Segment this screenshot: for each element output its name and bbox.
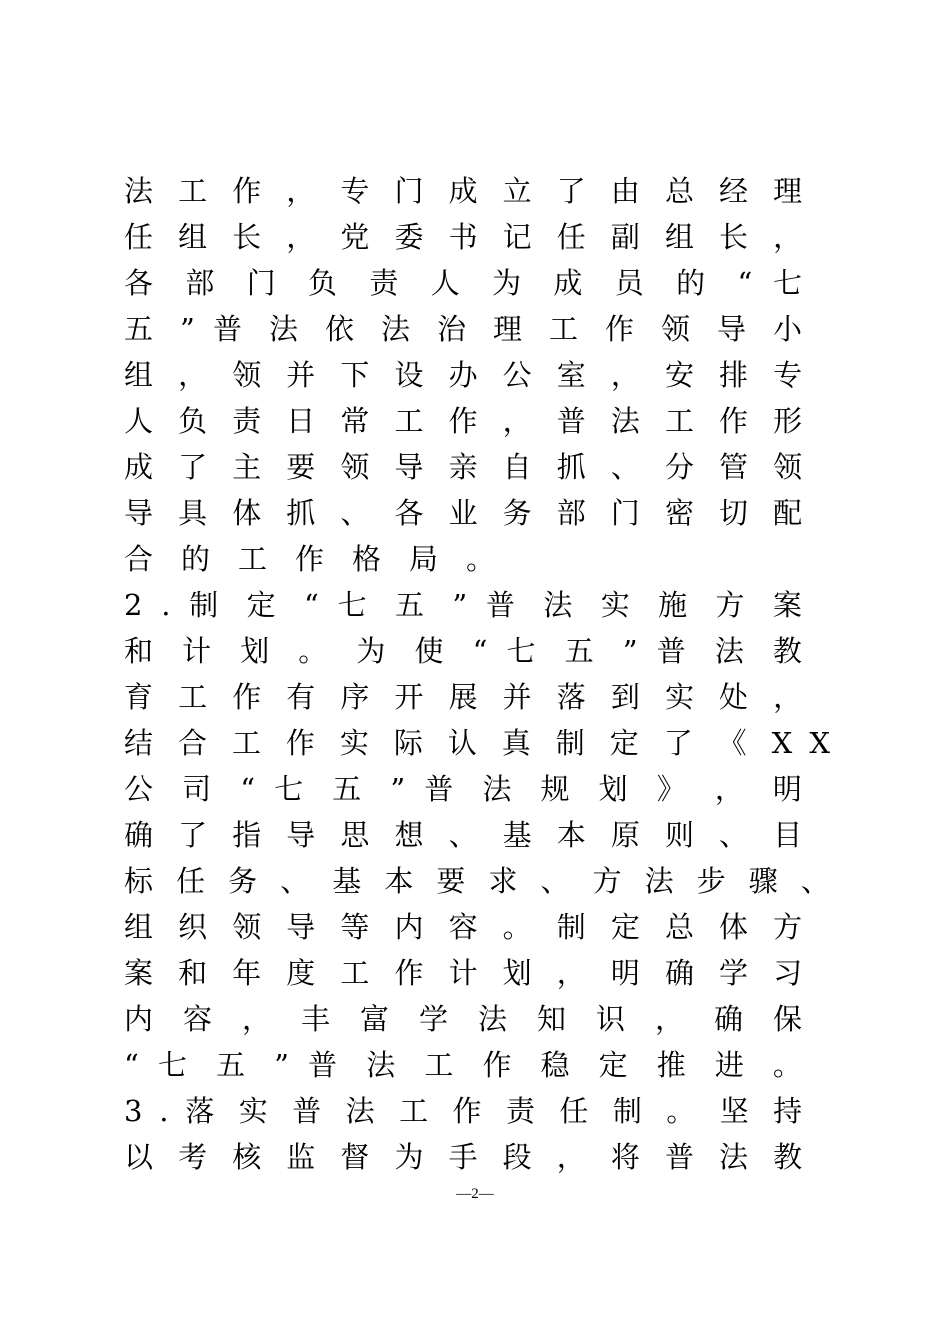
section-heading-3: 3 . 落 实 普 法 工 作 责 任 制 。 坚 持 (124, 1094, 803, 1128)
body-text (124, 168, 831, 1180)
text-line: 内 容 ， 丰 富 学 法 知 识 ， 确 保 (124, 1002, 803, 1036)
text-line: 组 织 领 导 等 内 容 。 制 定 总 体 方 (124, 910, 803, 944)
text-line: 五 ” 普 法 依 法 治 理 工 作 领 导 小 (124, 312, 802, 346)
text-line: 以 考 核 监 督 为 手 段 ， 将 普 法 教 (124, 1140, 803, 1174)
text-line: “ 七 五 ” 普 法 工 作 稳 定 推 进 。 (124, 1048, 802, 1082)
text-line: 结 合 工 作 实 际 认 真 制 定 了 《 X X (124, 726, 831, 760)
text-line: 任 组 长 ， 党 委 书 记 任 副 组 长 ， (124, 220, 803, 254)
text-line: 案 和 年 度 工 作 计 划 ， 明 确 学 习 (124, 956, 803, 990)
text-line: 法 工 作 ， 专 门 成 立 了 由 总 经 理 (124, 174, 803, 208)
text-line: 各 部 门 负 责 人 为 成 员 的 “ 七 (124, 266, 803, 300)
text-line: 导 具 体 抓 、 各 业 务 部 门 密 切 配 (124, 496, 803, 530)
section-heading-2: 2 . 制 定 “ 七 五 ” 普 法 实 施 方 案 (124, 588, 802, 622)
page-number: —2— (456, 1186, 494, 1202)
text-line: 组 ， 领 并 下 设 办 公 室 ， 安 排 专 (124, 358, 803, 392)
text-line: 成 了 主 要 领 导 亲 自 抓 、 分 管 领 (124, 450, 803, 484)
text-line: 标 任 务 、 基 本 要 求 、 方 法 步 骤 、 (124, 864, 830, 898)
text-line: 公 司 “ 七 五 ” 普 法 规 划 》 ， 明 (124, 772, 802, 806)
text-line: 合的工作格局。 (124, 542, 524, 576)
text-line: 确 了 指 导 思 想 、 基 本 原 则 、 目 (124, 818, 803, 852)
text-line: 人 负 责 日 常 工 作 ， 普 法 工 作 形 (124, 404, 803, 438)
text-line: 育 工 作 有 序 开 展 并 落 到 实 处 ， (124, 680, 803, 714)
text-line: 和 计 划 。 为 使 “ 七 五 ” 普 法 教 (124, 634, 802, 668)
